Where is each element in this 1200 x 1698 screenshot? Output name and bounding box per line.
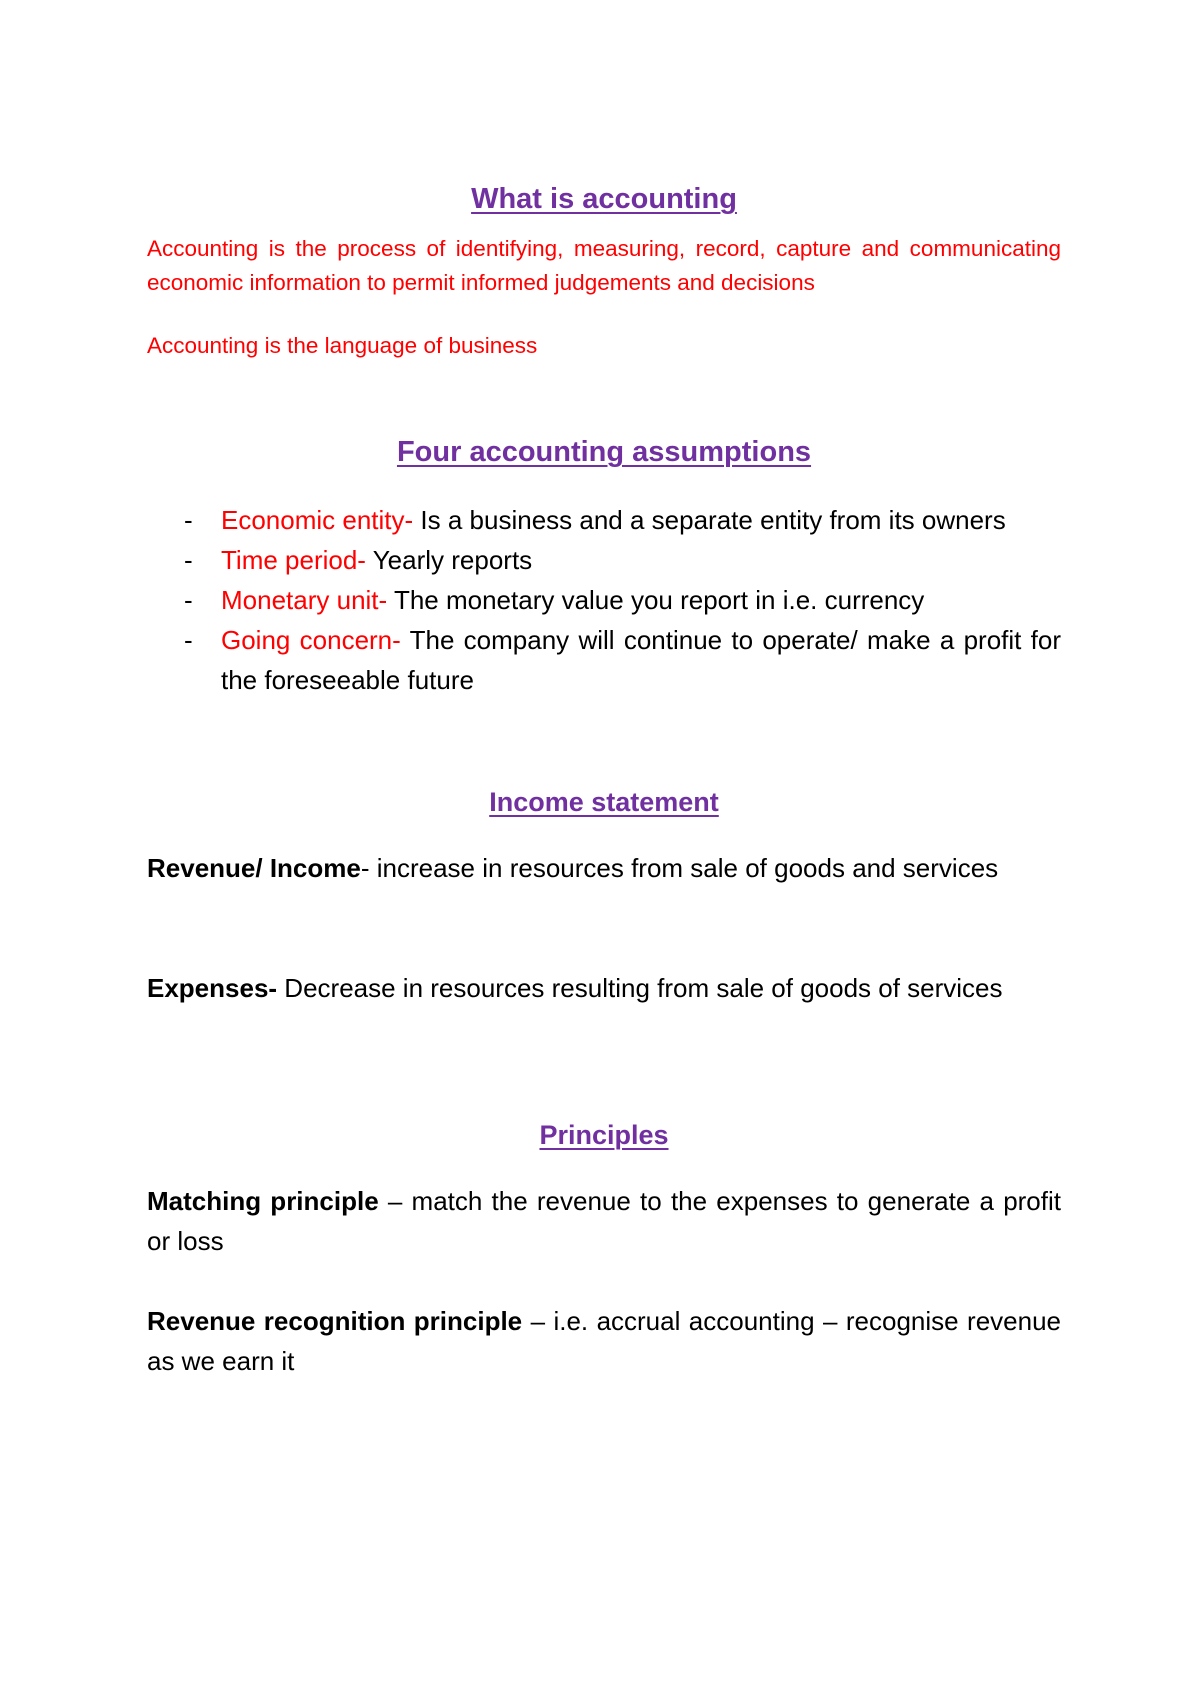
expenses-definition <box>147 968 1061 1008</box>
heading-income-statement: Income statement <box>489 787 719 817</box>
heading-four-assumptions: Four accounting assumptions <box>396 436 812 468</box>
assumption-term: Going concern- <box>221 625 401 655</box>
list-item <box>147 620 1061 700</box>
heading-principles: Principles <box>539 1120 669 1150</box>
dash-bullet: - <box>184 545 193 575</box>
assumption-term: Time period- <box>221 545 366 575</box>
revenue-term: Revenue/ Income <box>147 853 361 883</box>
matching-text: – match the revenue to the expenses to generate a profit or loss <box>147 1186 1061 1256</box>
dash-bullet: - <box>184 625 193 655</box>
revenue-recognition-term: Revenue recognition principle <box>147 1306 523 1336</box>
assumption-text: The monetary value you report in i.e. currency <box>387 585 925 615</box>
matching-term: Matching principle <box>147 1186 379 1216</box>
revenue-recognition-text: – i.e. accrual accounting – recognise revenue as we earn it <box>147 1306 1061 1376</box>
assumption-text: Is a business and a separate entity from its owners <box>413 505 1006 535</box>
accounting-definition: Accounting is the process of identifying, measuring, record, capture and communicating economic information to permit informed judgements and decisions <box>147 236 1061 295</box>
list-item <box>147 500 1061 540</box>
revenue-recognition-principle <box>147 1301 1061 1381</box>
assumption-text: The company will continue to operate/ make a profit for the foreseeable future <box>221 625 1061 695</box>
list-item <box>147 580 1061 620</box>
revenue-definition <box>147 848 1061 888</box>
assumption-text: Yearly reports <box>365 545 533 575</box>
expenses-text: Decrease in resources resulting from sale of goods of services <box>277 973 1003 1003</box>
expenses-term: Expenses- <box>147 973 278 1003</box>
revenue-text: - increase in resources from sale of goods and services <box>360 853 999 883</box>
document-page <box>147 0 1061 1698</box>
accounting-tagline: Accounting is the language of business <box>147 333 538 358</box>
dash-bullet: - <box>184 505 193 535</box>
dash-bullet: - <box>184 585 193 615</box>
assumption-term: Economic entity- <box>221 505 414 535</box>
heading-what-is-accounting: What is accounting <box>471 183 737 215</box>
assumptions-list <box>147 500 1061 700</box>
matching-principle <box>147 1181 1061 1261</box>
assumption-term: Monetary unit- <box>221 585 388 615</box>
list-item <box>147 540 1061 580</box>
